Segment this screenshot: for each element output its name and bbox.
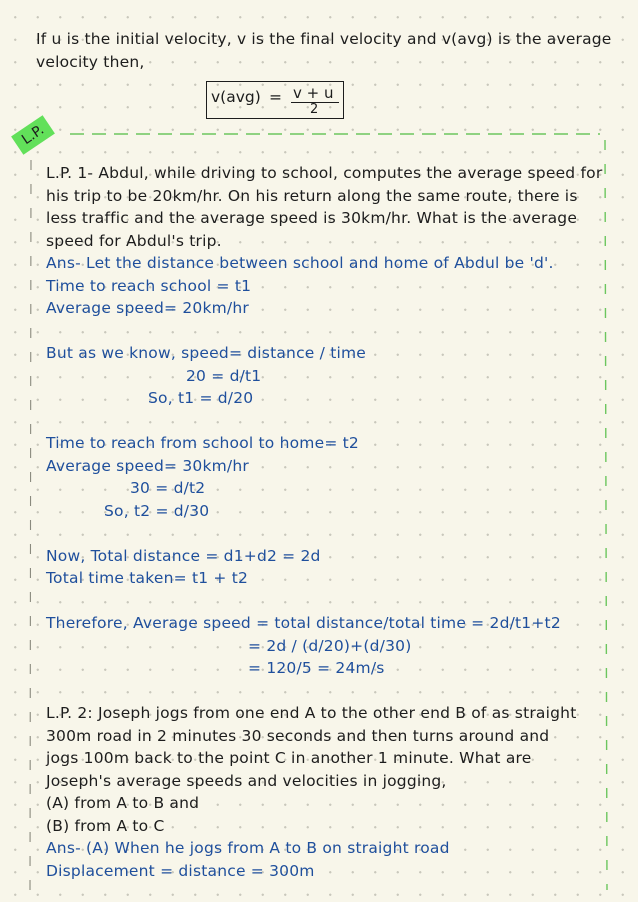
lp2-question-line: Joseph's average speeds and velocities in jogging, — [46, 772, 447, 790]
lp1-answer-line: 20 = d/t1 — [186, 367, 262, 385]
lp2-question-line: (B) from A to C — [46, 817, 165, 835]
lp2-answer-line: Displacement = distance = 300m — [46, 862, 315, 880]
lp1-answer-line: Ans- Let the distance between school and home of Abdul be 'd'. — [46, 254, 554, 272]
lp1-answer-line: Average speed= 30km/hr — [46, 457, 249, 475]
lp1-answer-line: Average speed= 20km/hr — [46, 299, 249, 317]
lp1-answer-line: = 120/5 = 24m/s — [248, 659, 385, 677]
lp1-answer-line: So, t1 = d/20 — [148, 389, 254, 407]
formula-numerator: v + u — [293, 84, 334, 102]
lp1-answer-line: So, t2 = d/30 — [104, 502, 210, 520]
lp1-answer-line: = 2d / (d/20)+(d/30) — [248, 637, 412, 655]
lp1-answer-line: Therefore, Average speed = total distance/total time = 2d/t1+t2 — [46, 614, 561, 632]
lp1-answer-line: But as we know, speed= distance / time — [46, 344, 367, 362]
intro-line-2: velocity then, — [36, 53, 145, 71]
lp1-answer-line: Now, Total distance = d1+d2 = 2d — [46, 547, 321, 565]
formula-denominator: 2 — [310, 102, 319, 117]
lp2-question-line: L.P. 2: Joseph jogs from one end A to the other end B of as straight — [46, 704, 577, 722]
lp1-answer-line: Total time taken= t1 + t2 — [46, 569, 249, 587]
average-velocity-formula — [206, 81, 344, 119]
lp1-question-line: his trip to be 20km/hr. On his return along the same route, there is — [46, 187, 578, 205]
lp-badge: L.P. — [11, 115, 55, 154]
intro-line-1: If u is the initial velocity, v is the final velocity and v(avg) is the average — [36, 30, 612, 48]
lp1-question-line: L.P. 1- Abdul, while driving to school, computes the average speed for — [46, 164, 603, 182]
lp1-answer-line: 30 = d/t2 — [130, 479, 206, 497]
lp2-question-line: jogs 100m back to the point C in another 1 minute. What are — [46, 749, 532, 767]
lp1-answer-line: Time to reach school = t1 — [46, 277, 252, 295]
formula-lhs: v(avg) — [211, 88, 261, 106]
lp2-question-line: 300m road in 2 minutes 30 seconds and then turns around and — [46, 727, 550, 745]
lp1-question-line: speed for Abdul's trip. — [46, 232, 222, 250]
formula-equals: = — [269, 88, 282, 106]
lp1-question-line: less traffic and the average speed is 30km/hr. What is the average — [46, 209, 578, 227]
lp1-answer-line: Time to reach from school to home= t2 — [46, 434, 359, 452]
lp2-question-line: (A) from A to B and — [46, 794, 200, 812]
lp2-answer-line: Ans- (A) When he jogs from A to B on straight road — [46, 839, 450, 857]
